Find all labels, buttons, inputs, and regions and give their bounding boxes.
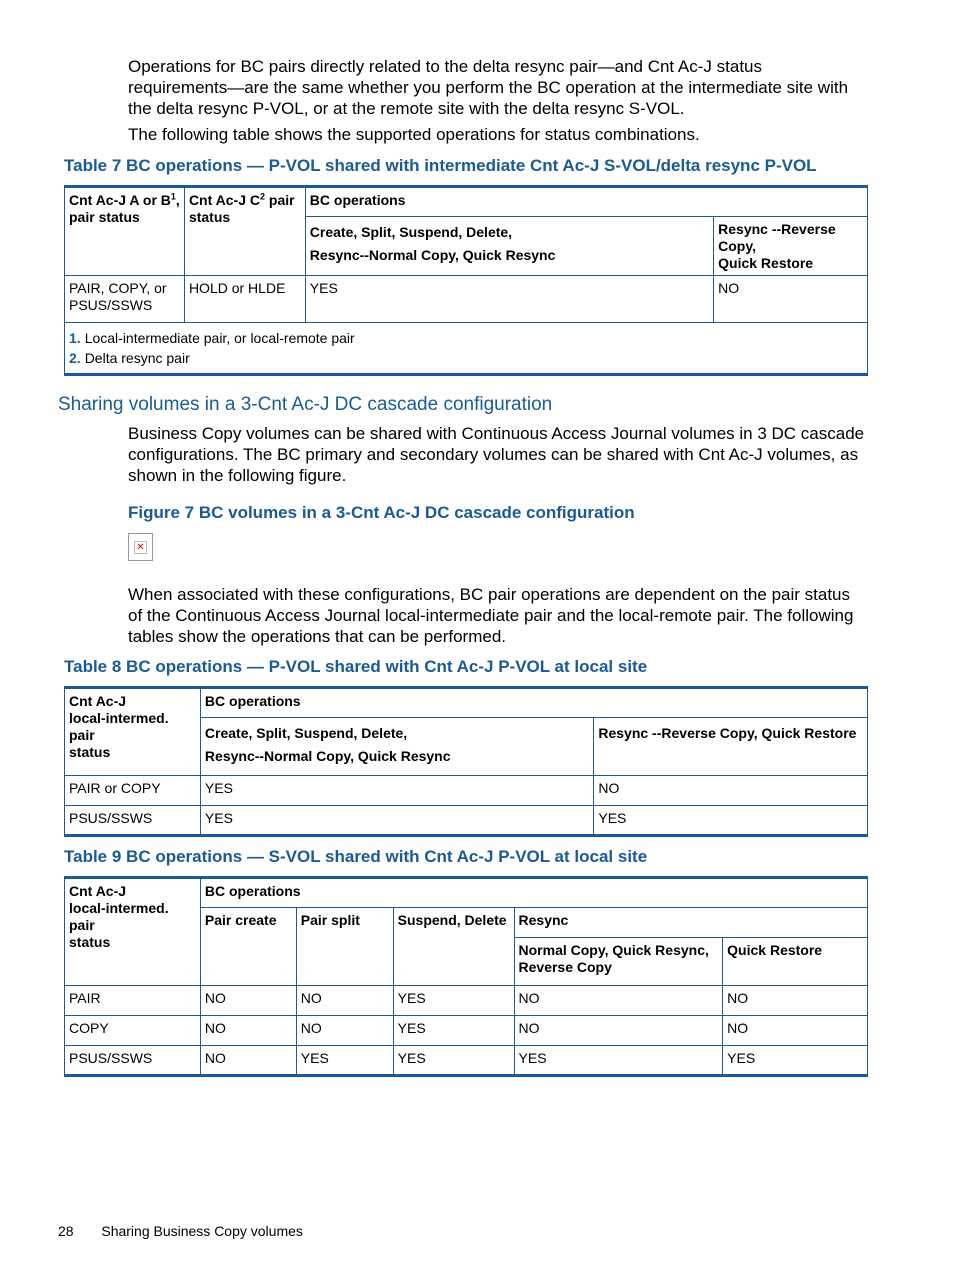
- table-row: [65, 1046, 868, 1076]
- table8: [64, 686, 868, 837]
- table9-header-quick-restore: Quick Restore: [723, 938, 868, 986]
- table7-cell-ops1: YES: [305, 276, 713, 323]
- figure7-caption: Figure 7 BC volumes in a 3-Cnt Ac-J DC cascade configuration: [128, 503, 635, 522]
- footer-section-title: Sharing Business Copy volumes: [101, 1223, 303, 1239]
- table8-cell-ops2: NO: [594, 776, 868, 806]
- table9-header-resync: Resync: [514, 908, 867, 938]
- table9-cell-create: NO: [200, 1016, 296, 1046]
- table7-header-col1: Cnt Ac-J A or $B^1$, pair status: [65, 187, 185, 276]
- table9-cell-create: NO: [200, 986, 296, 1016]
- table9-cell-restore: YES: [723, 1046, 868, 1076]
- intro-paragraph: [128, 56, 888, 119]
- table9-cell-split: NO: [296, 986, 393, 1016]
- table7-caption: Table 7 BC operations — P-VOL shared with intermediate Cnt Ac-J S-VOL/delta resync P-VOL: [64, 156, 817, 175]
- table8-cell-ops1: YES: [200, 806, 593, 836]
- table7-header-bc-operations: BC operations: [305, 187, 867, 217]
- table7-header-ops1: Create, Split, Suspend, Delete, Resync--Normal Copy, Quick Resync: [305, 217, 713, 276]
- table9-cell-suspend: YES: [393, 986, 514, 1016]
- table9-header-pair-split: Pair split: [296, 908, 393, 986]
- table8-cell-status: PSUS/SSWS: [65, 806, 201, 836]
- table9-cell-normal: YES: [514, 1046, 723, 1076]
- table9-cell-create: NO: [200, 1046, 296, 1076]
- table8-header-bc-operations: BC operations: [200, 688, 867, 718]
- table-row: [65, 986, 868, 1016]
- table-row: [65, 806, 868, 836]
- table9-header-normal-copy: Normal Copy, Quick Resync, Reverse Copy: [514, 938, 723, 986]
- footnote-2: 2. Delta resync pair: [69, 350, 190, 366]
- broken-image-icon: ✕: [128, 533, 153, 561]
- table9-cell-status: COPY: [65, 1016, 201, 1046]
- table9-header-status: Cnt Ac-J local-intermed. pair status: [65, 878, 201, 986]
- table-row: [65, 776, 868, 806]
- table9-cell-suspend: YES: [393, 1046, 514, 1076]
- table9-header-pair-create: Pair create: [200, 908, 296, 986]
- section-paragraph-2: When associated with these configurations, BC pair operations are dependent on the pair status of the Continuous Access Journal local-intermediate pair and the local-remote pair. The following tables show the operations that can be performed.: [128, 585, 854, 646]
- table7-footnotes: [65, 323, 868, 375]
- table-row: [65, 1016, 868, 1046]
- table9-cell-suspend: YES: [393, 1016, 514, 1046]
- table7-cell-col2: HOLD or HLDE: [184, 276, 305, 323]
- table8-cell-status: PAIR or COPY: [65, 776, 201, 806]
- table9-cell-normal: NO: [514, 1016, 723, 1046]
- table-row: [65, 276, 868, 323]
- table8-header-ops1: Create, Split, Suspend, Delete, Resync--Normal Copy, Quick Resync: [200, 718, 593, 776]
- table9-cell-status: PSUS/SSWS: [65, 1046, 201, 1076]
- intro-line-3: the delta resync P-VOL, or at the remote site with the delta resync S-VOL.: [128, 99, 685, 118]
- page-footer: [58, 1223, 303, 1239]
- page-number: 28: [58, 1223, 74, 1239]
- table9-cell-status: PAIR: [65, 986, 201, 1016]
- table9-cell-restore: NO: [723, 1016, 868, 1046]
- table9-header-suspend-delete: Suspend, Delete: [393, 908, 514, 986]
- table7-header-ops2: Resync --Reverse Copy, Quick Restore: [714, 217, 868, 276]
- section-heading: Sharing volumes in a 3-Cnt Ac-J DC cascade configuration: [58, 394, 553, 415]
- table9-cell-split: NO: [296, 1016, 393, 1046]
- table7-cell-ops2: NO: [714, 276, 868, 323]
- table9-cell-normal: NO: [514, 986, 723, 1016]
- intro-line-2: requirements—are the same whether you perform the BC operation at the intermediate site with: [128, 78, 849, 97]
- table8-header-status: Cnt Ac-J local-intermed. pair status: [65, 688, 201, 776]
- intro-paragraph-2: The following table shows the supported operations for status combinations.: [128, 125, 700, 144]
- table7-cell-status: PAIR, COPY, or PSUS/SSWS: [65, 276, 185, 323]
- table7: [64, 185, 868, 376]
- table8-cell-ops1: YES: [200, 776, 593, 806]
- section-paragraph: Business Copy volumes can be shared with Continuous Access Journal volumes in 3 DC cascade configurations. The BC primary and secondary volumes can be shared with Cnt Ac-J volumes, as shown in the following figure.: [128, 424, 865, 485]
- table9-cell-split: YES: [296, 1046, 393, 1076]
- table8-cell-ops2: YES: [594, 806, 868, 836]
- table7-header-col2: Cnt Ac-J $C^2$ pair status: [184, 187, 305, 276]
- table8-header-ops2: Resync --Reverse Copy, Quick Restore: [594, 718, 868, 776]
- table9-cell-restore: NO: [723, 986, 868, 1016]
- table9-header-bc-operations: BC operations: [200, 878, 867, 908]
- footnote-1: 1. Local-intermediate pair, or local-remote pair: [69, 330, 355, 346]
- intro-line-1: Operations for BC pairs directly related to the delta resync pair—and Cnt Ac-J status: [128, 57, 763, 76]
- table9: [64, 876, 868, 1077]
- table9-caption: Table 9 BC operations — S-VOL shared with Cnt Ac-J P-VOL at local site: [64, 847, 648, 866]
- table8-caption: Table 8 BC operations — P-VOL shared with Cnt Ac-J P-VOL at local site: [64, 657, 648, 676]
